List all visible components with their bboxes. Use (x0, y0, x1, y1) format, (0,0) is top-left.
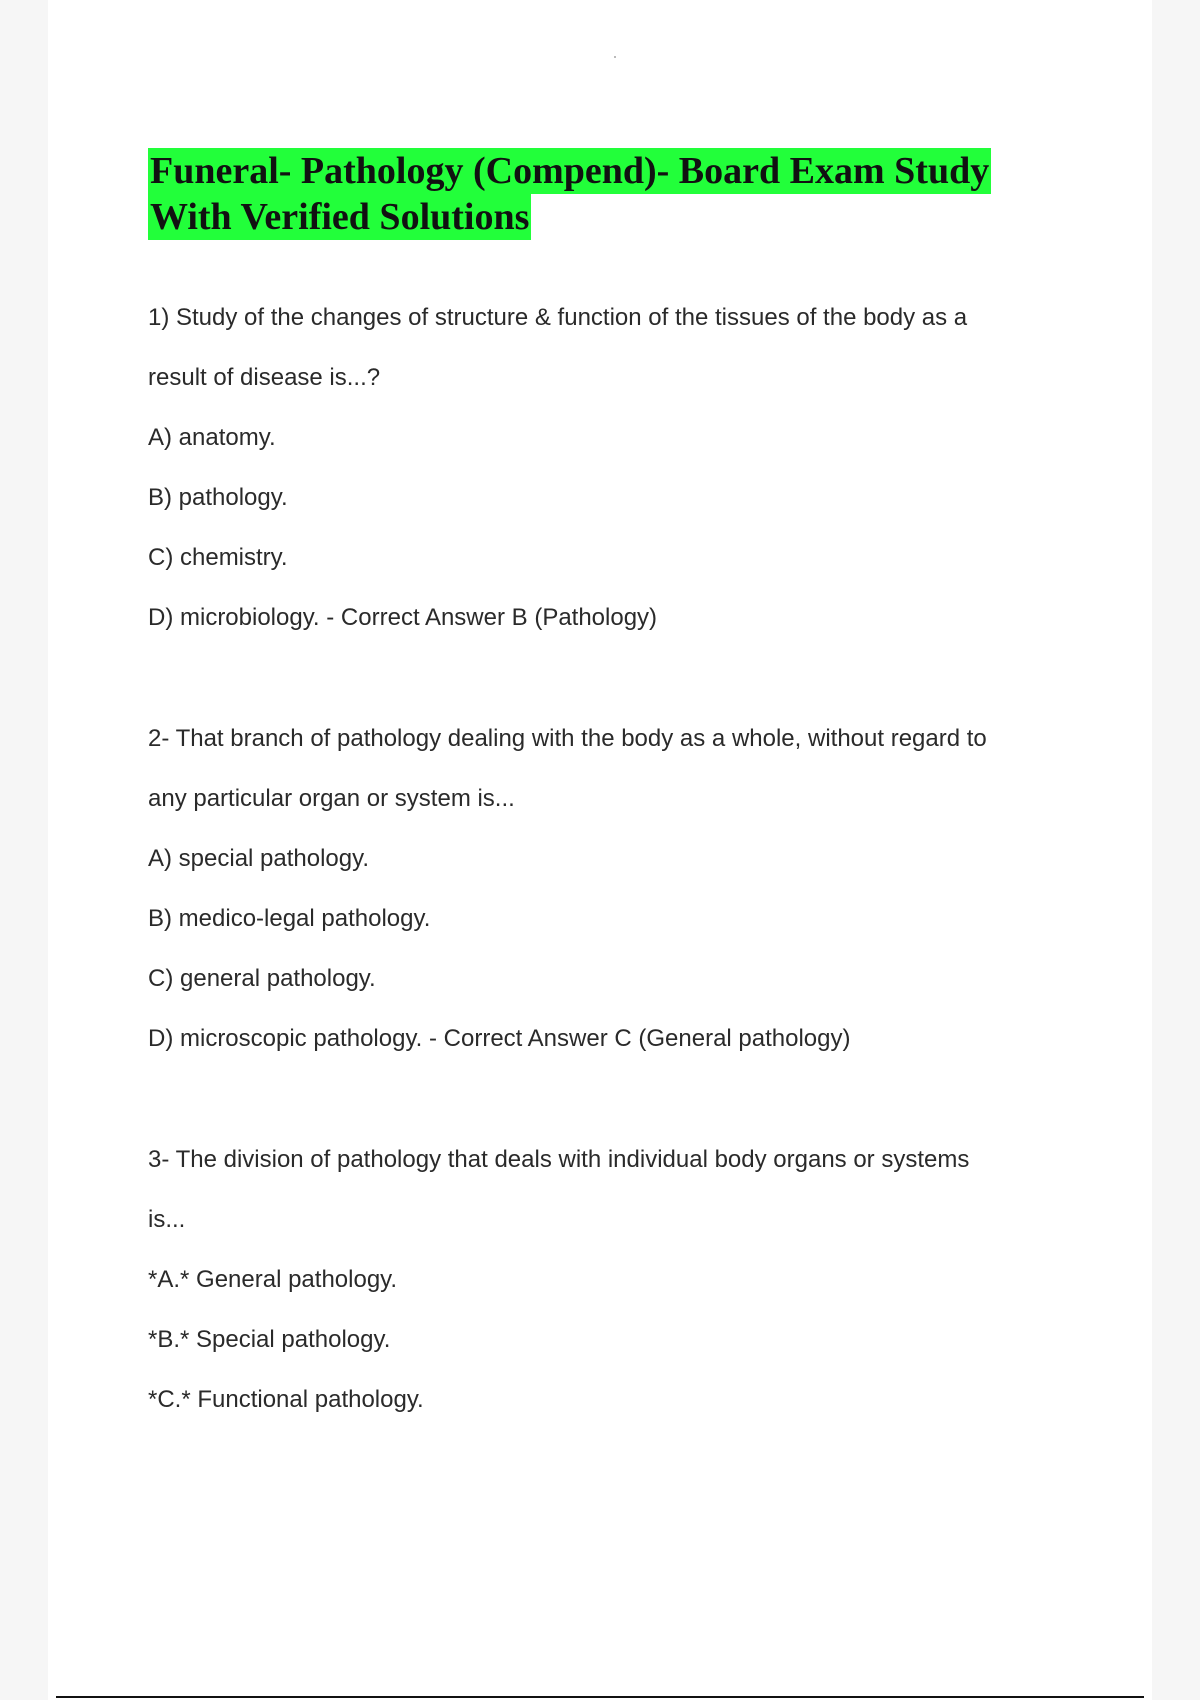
document-title (148, 148, 1068, 240)
question-2 (148, 709, 1078, 1069)
question-3-stem-line-1: 3- The division of pathology that deals with individual body organs or systems (148, 1146, 970, 1173)
question-2-option-a: A) special pathology. (148, 845, 370, 872)
question-2-option-c: C) general pathology. (148, 965, 376, 992)
question-1-stem-line-1: 1) Study of the changes of structure & function of the tissues of the body as a (148, 304, 968, 331)
title-line-1: Funeral- Pathology (Compend)- Board Exam Study (150, 150, 990, 192)
left-margin-shade (0, 0, 48, 1700)
question-1-option-c: C) chemistry. (148, 544, 288, 571)
question-3-option-c: *C.* Functional pathology. (148, 1386, 424, 1413)
bottom-rule (56, 1696, 1144, 1698)
question-3-option-a: *A.* General pathology. (148, 1266, 398, 1293)
question-2-option-b: B) medico-legal pathology. (148, 905, 431, 932)
title-line-2: With Verified Solutions (150, 196, 530, 238)
question-3-stem-line-2: is... (148, 1206, 186, 1233)
question-1-option-b: B) pathology. (148, 484, 288, 511)
question-2-stem-line-1: 2- That branch of pathology dealing with the body as a whole, without regard to (148, 725, 987, 752)
right-margin-shade (1152, 0, 1200, 1700)
scan-artifact-dot (614, 56, 616, 58)
question-3 (148, 1130, 1078, 1430)
question-2-option-d-answer: D) microscopic pathology. - Correct Answer C (General pathology) (148, 1025, 851, 1052)
question-1 (148, 288, 1078, 648)
question-1-stem-line-2: result of disease is...? (148, 364, 381, 391)
question-1-option-a: A) anatomy. (148, 424, 276, 451)
question-1-option-d-answer: D) microbiology. - Correct Answer B (Pathology) (148, 604, 658, 631)
question-3-option-b: *B.* Special pathology. (148, 1326, 391, 1353)
question-2-stem-line-2: any particular organ or system is... (148, 785, 515, 812)
